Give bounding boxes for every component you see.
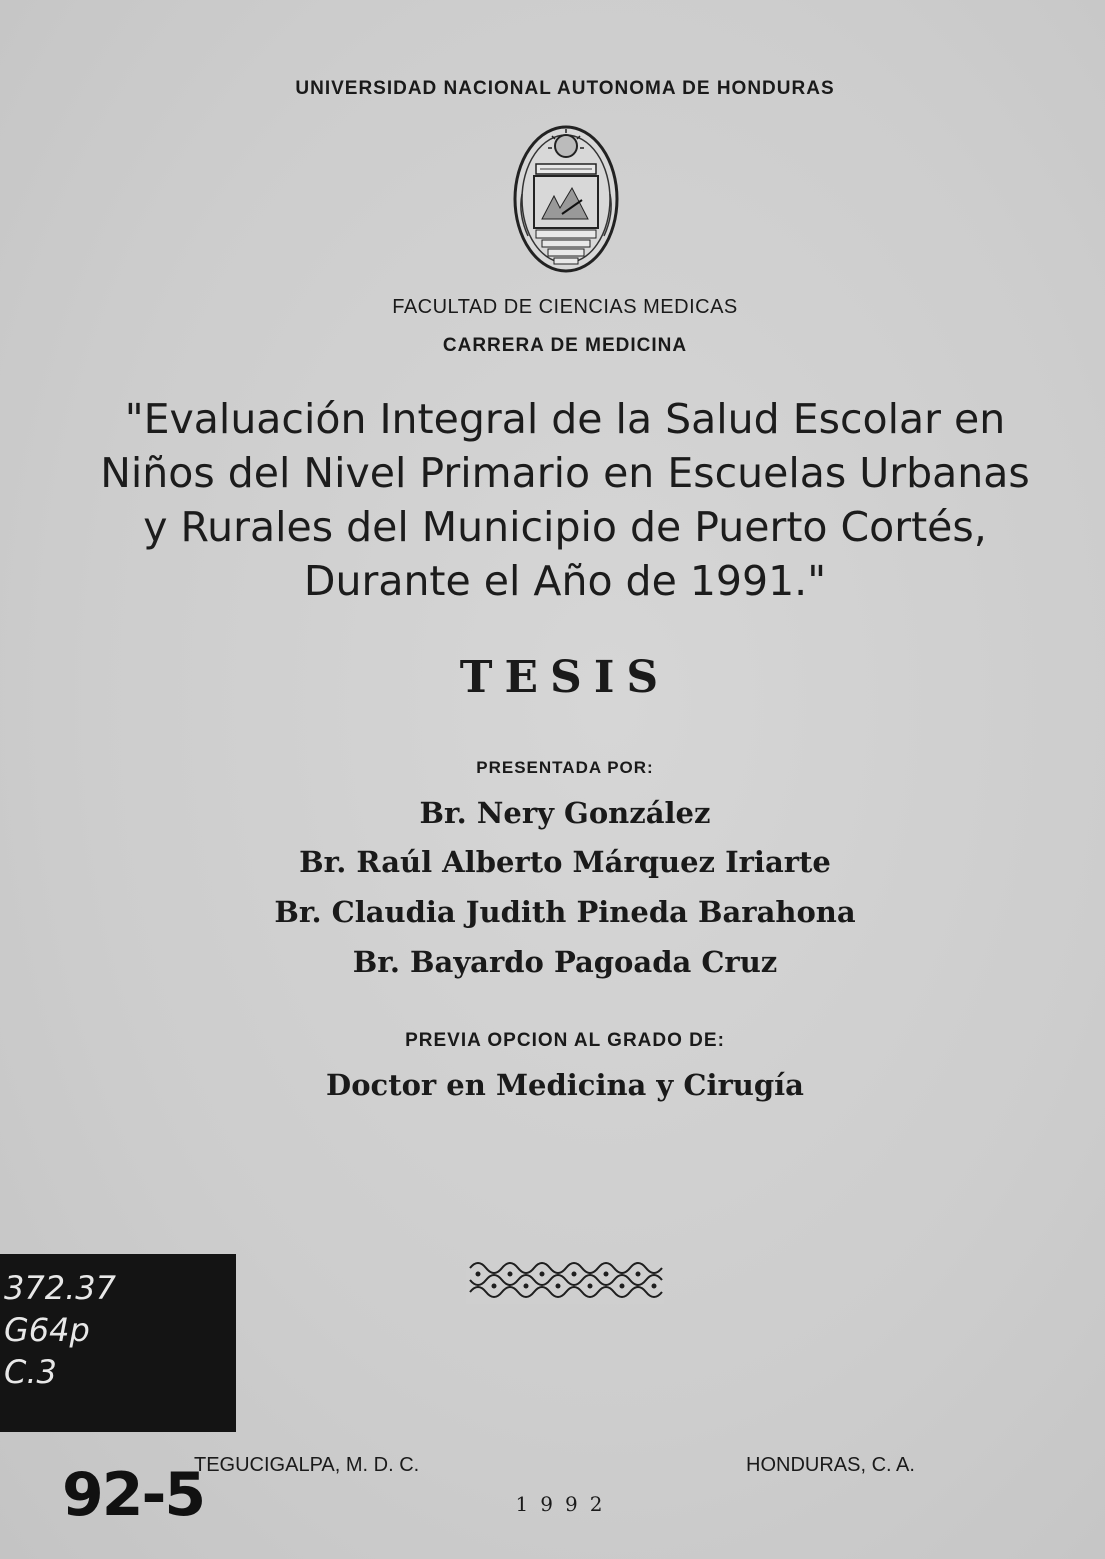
author-name: Br. Raúl Alberto Márquez Iriarte	[299, 845, 831, 879]
call-number-line: 372.37	[4, 1269, 116, 1307]
university-seal-icon	[512, 124, 620, 274]
faculty-name: FACULTAD DE CIENCIAS MEDICAS	[392, 296, 738, 318]
publication-city: TEGUCIGALPA, M. D. C.	[194, 1454, 420, 1476]
thesis-title	[40, 392, 1090, 608]
degree-name: Doctor en Medicina y Cirugía	[326, 1068, 804, 1102]
title-line: y Rurales del Municipio de Puerto Cortés,	[143, 503, 987, 551]
title-line: "Evaluación Integral de la Salud Escolar en	[124, 395, 1006, 443]
author-name: Br. Nery González	[419, 796, 711, 830]
title-line: Niños del Nivel Primario en Escuelas Urbanas	[100, 449, 1030, 497]
handwritten-shelf-mark: 92-5	[62, 1460, 205, 1530]
publication-year: 1992	[515, 1492, 615, 1516]
prior-degree-label: PREVIA OPCION AL GRADO DE:	[405, 1030, 725, 1051]
document-type: TESIS	[459, 652, 671, 703]
presented-by-label: PRESENTADA POR:	[476, 758, 654, 777]
decorative-ornament-icon	[466, 1254, 664, 1304]
university-name: UNIVERSIDAD NACIONAL AUTONOMA DE HONDURAS	[295, 78, 835, 99]
call-number-line: G64p	[4, 1311, 90, 1349]
author-name: Br. Bayardo Pagoada Cruz	[352, 945, 778, 979]
library-call-number-label	[0, 1254, 236, 1432]
title-line: Durante el Año de 1991."	[303, 557, 827, 605]
call-number-line: C.3	[4, 1353, 57, 1391]
author-name: Br. Claudia Judith Pineda Barahona	[274, 895, 856, 929]
career-name: CARRERA DE MEDICINA	[442, 335, 688, 356]
publication-country: HONDURAS, C. A.	[746, 1454, 915, 1476]
